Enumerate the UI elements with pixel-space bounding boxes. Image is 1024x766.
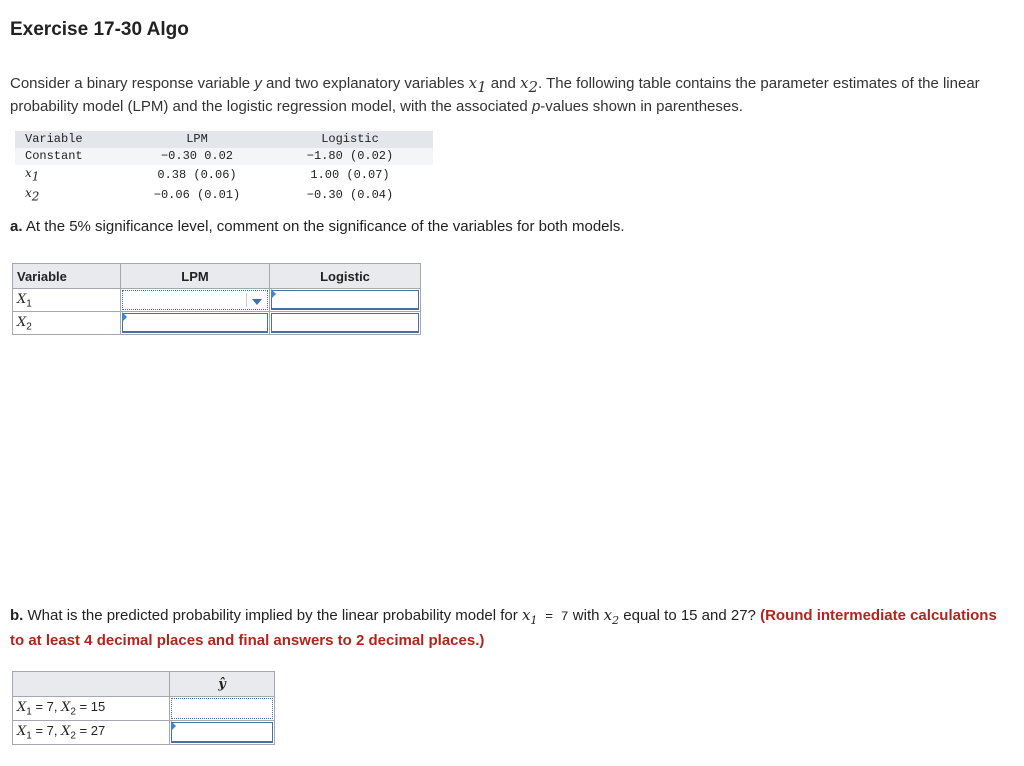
- flag-icon: [122, 312, 127, 322]
- lpm-x2-cell: [121, 312, 270, 335]
- yhat-15-input[interactable]: [171, 698, 273, 719]
- answer-table-b: [12, 671, 275, 745]
- answer-b-row-15: [13, 697, 275, 721]
- answer-b-header-blank: [13, 672, 170, 697]
- param-logistic-value: 1.00 (0.07): [310, 167, 390, 182]
- param-lpm-value: −0.06 (0.01): [153, 188, 241, 203]
- param-var: $x_1$: [25, 166, 40, 184]
- answer-a-var-label: $X_2$: [13, 312, 121, 335]
- param-row-x1: [15, 165, 433, 185]
- parameter-estimates-table: [15, 131, 433, 206]
- answer-b-row-27: [13, 721, 275, 745]
- param-header-lpm: LPM: [127, 131, 267, 148]
- dropdown-separator: [246, 293, 247, 307]
- param-logistic-value: −0.30 (0.04): [306, 188, 394, 203]
- flag-icon: [171, 721, 176, 731]
- answer-b-header-row: [13, 672, 275, 697]
- question-a: a. At the 5% significance level, comment on the significance of the variables for both models.: [10, 218, 625, 235]
- param-header-variable: Variable: [15, 131, 127, 148]
- answer-b-header-yhat: ŷ: [170, 672, 275, 697]
- answer-b-row-label: $X_1 = 7$, $X_2 = 27$: [13, 721, 170, 745]
- param-row-x2: [15, 185, 433, 205]
- lpm-x2-dropdown[interactable]: [122, 313, 268, 333]
- logistic-x2-dropdown[interactable]: [271, 313, 419, 333]
- intro-paragraph: Consider a binary response variable y and two explanatory variables $x_1$ and $x_2$. The following table contains the parameter estimates of the linear probability model (LPM) and the logistic regression model, with the associated p-values shown in parentheses.: [10, 74, 980, 115]
- param-header-logistic: Logistic: [267, 131, 433, 148]
- param-var: $x_2$: [25, 186, 40, 204]
- param-lpm-value: −0.30 0.02: [127, 148, 267, 165]
- answer-a-header-lpm: LPM: [121, 264, 270, 289]
- answer-table-a: [12, 263, 421, 335]
- param-logistic-value: −1.80 (0.02): [267, 148, 433, 165]
- yhat-27-input[interactable]: [171, 722, 273, 743]
- logistic-x1-cell: [270, 289, 421, 312]
- param-var: Constant: [15, 148, 127, 165]
- answer-b-row-label: $X_1 = 7$, $X_2 = 15$: [13, 697, 170, 721]
- question-b: b. What is the predicted probability implied by the linear probability model for $x_1 = 7$ with $x_2$ equal to 15 and 27? (Round intermediate calculations to at least 4 decimal places and final answers to 2 decimal places.): [10, 606, 997, 649]
- yhat-15-cell: [170, 697, 275, 721]
- answer-a-row-x2: [13, 312, 421, 335]
- logistic-x2-cell: [270, 312, 421, 335]
- param-row-constant: [15, 148, 433, 165]
- answer-a-row-x1: [13, 289, 421, 312]
- rounding-note: (Round intermediate calculations to at least 4 decimal places and final answers to 2 decimal places.): [10, 607, 997, 649]
- chevron-down-icon[interactable]: [252, 299, 262, 305]
- lpm-x1-cell: [121, 289, 270, 312]
- lpm-x1-dropdown[interactable]: [122, 290, 268, 310]
- answer-a-header-variable: Variable: [13, 264, 121, 289]
- answer-a-var-label: $X_1$: [13, 289, 121, 312]
- param-header-row: [15, 131, 433, 148]
- logistic-x1-dropdown[interactable]: [271, 290, 419, 310]
- answer-a-header-logistic: Logistic: [270, 264, 421, 289]
- answer-a-header-row: [13, 264, 421, 289]
- yhat-27-cell: [170, 721, 275, 745]
- param-lpm-value: 0.38 (0.06): [157, 167, 237, 182]
- flag-icon: [271, 289, 276, 299]
- exercise-title: Exercise 17-30 Algo: [10, 19, 189, 40]
